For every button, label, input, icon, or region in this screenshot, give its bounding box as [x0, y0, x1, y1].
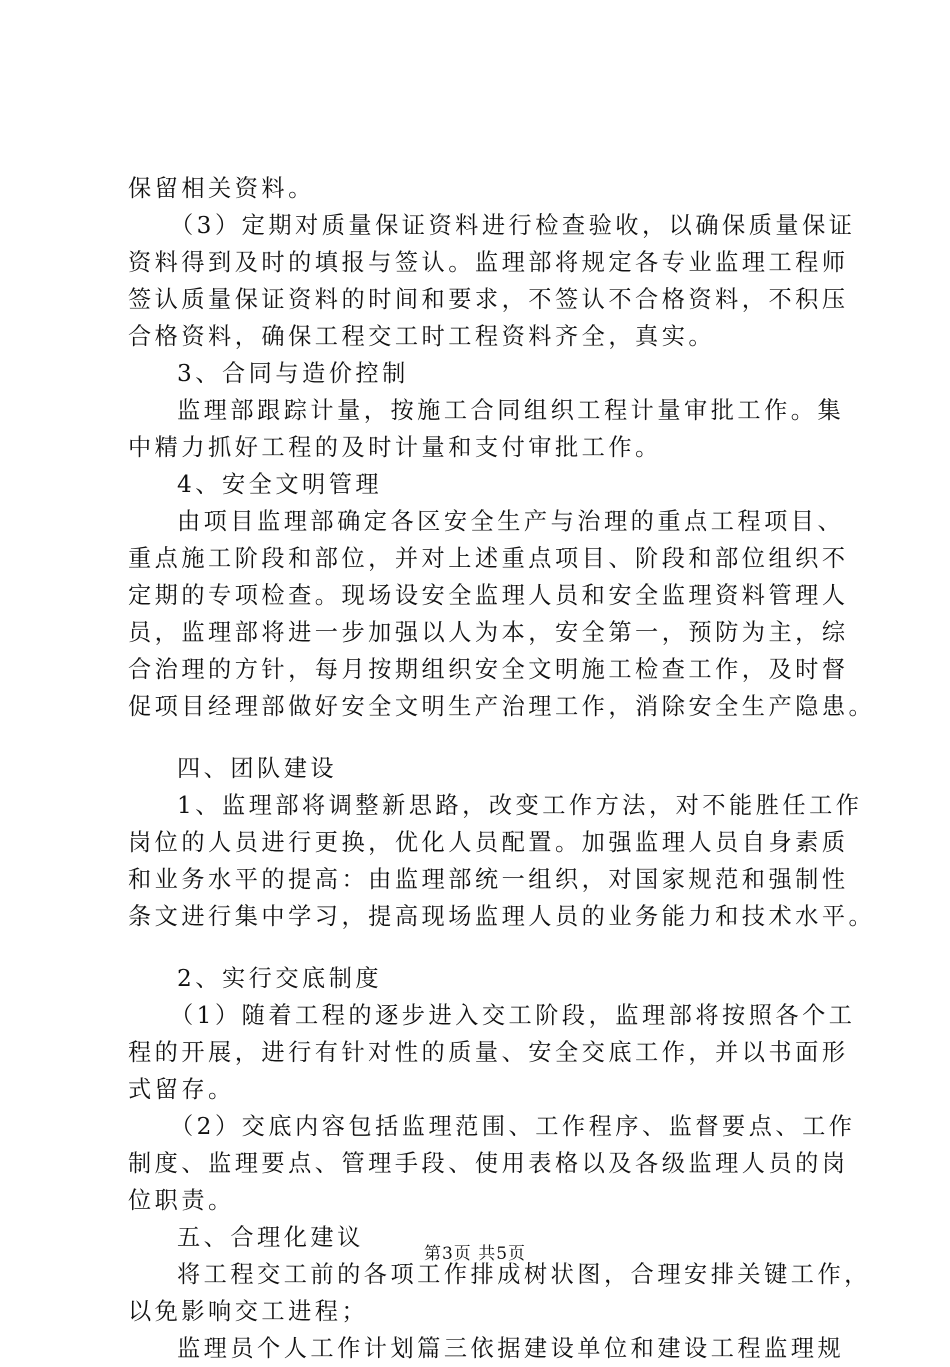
paragraph-line: 监理部跟踪计量，按施工合同组织工程计量审批工作。集	[177, 397, 845, 424]
paragraph-line: 岗位的人员进行更换，优化人员配置。加强监理人员自身素质	[128, 829, 849, 856]
paragraph-line: 式留存。	[128, 1076, 235, 1103]
paragraph-line: 条文进行集中学习，提高现场监理人员的业务能力和技术水平。	[128, 903, 876, 930]
paragraph-line: （2）交底内容包括监理范围、工作程序、监督要点、工作	[170, 1113, 856, 1140]
paragraph-line: 重点施工阶段和部位，并对上述重点项目、阶段和部位组织不	[128, 545, 849, 572]
paragraph-line: 将工程交工前的各项工作排成树状图，合理安排关键工作，	[177, 1261, 871, 1288]
paragraph-line: （3）定期对质量保证资料进行检查验收，以确保质量保证	[170, 212, 856, 239]
paragraph-line: 定期的专项检查。现场设安全监理人员和安全监理资料管理人	[128, 582, 849, 609]
document-body	[128, 170, 876, 1367]
paragraph-line: 1、监理部将调整新思路，改变工作方法，对不能胜任工作	[177, 792, 863, 819]
chapter-heading: 四、团队建设	[177, 755, 338, 782]
paragraph-gap	[128, 725, 848, 750]
paragraph-line: （1）随着工程的逐步进入交工阶段，监理部将按照各个工	[170, 1002, 856, 1029]
paragraph-line: 合治理的方针，每月按期组织安全文明施工检查工作，及时督	[128, 656, 849, 683]
section-heading: 3、合同与造价控制	[177, 360, 409, 387]
paragraph-line: 以免影响交工进程；	[128, 1298, 369, 1325]
paragraph-line: 和业务水平的提高：由监理部统一组织，对国家规范和强制性	[128, 866, 849, 893]
page-footer	[0, 1242, 950, 1266]
paragraph-line: 合格资料，确保工程交工时工程资料齐全，真实。	[128, 323, 716, 350]
paragraph-gap	[128, 935, 848, 960]
paragraph-line: 程的开展，进行有针对性的质量、安全交底工作，并以书面形	[128, 1039, 849, 1066]
paragraph-line: 制度、监理要点、管理手段、使用表格以及各级监理人员的岗	[128, 1150, 849, 1177]
paragraph-line: 由项目监理部确定各区安全生产与治理的重点工程项目、	[177, 508, 845, 535]
paragraph-line: 签认质量保证资料的时间和要求，不签认不合格资料，不积压	[128, 286, 849, 313]
chapter-heading: 五、合理化建议	[177, 1224, 364, 1251]
paragraph-line: 员，监理部将进一步加强以人为本，安全第一，预防为主，综	[128, 619, 849, 646]
paragraph-line: 促项目经理部做好安全文明生产治理工作，消除安全生产隐患。	[128, 693, 876, 720]
paragraph-line: 资料得到及时的填报与签认。监理部将规定各专业监理工程师	[128, 249, 849, 276]
paragraph-line: 位职责。	[128, 1187, 235, 1214]
section-heading: 2、实行交底制度	[177, 965, 383, 992]
page-number: 第3页 共5页	[423, 1244, 527, 1264]
paragraph-line: 保留相关资料。	[128, 175, 315, 202]
paragraph-line: 监理员个人工作计划篇三依据建设单位和建设工程监理规	[177, 1335, 845, 1362]
section-heading: 4、安全文明管理	[177, 471, 383, 498]
paragraph-line: 中精力抓好工程的及时计量和支付审批工作。	[128, 434, 662, 461]
